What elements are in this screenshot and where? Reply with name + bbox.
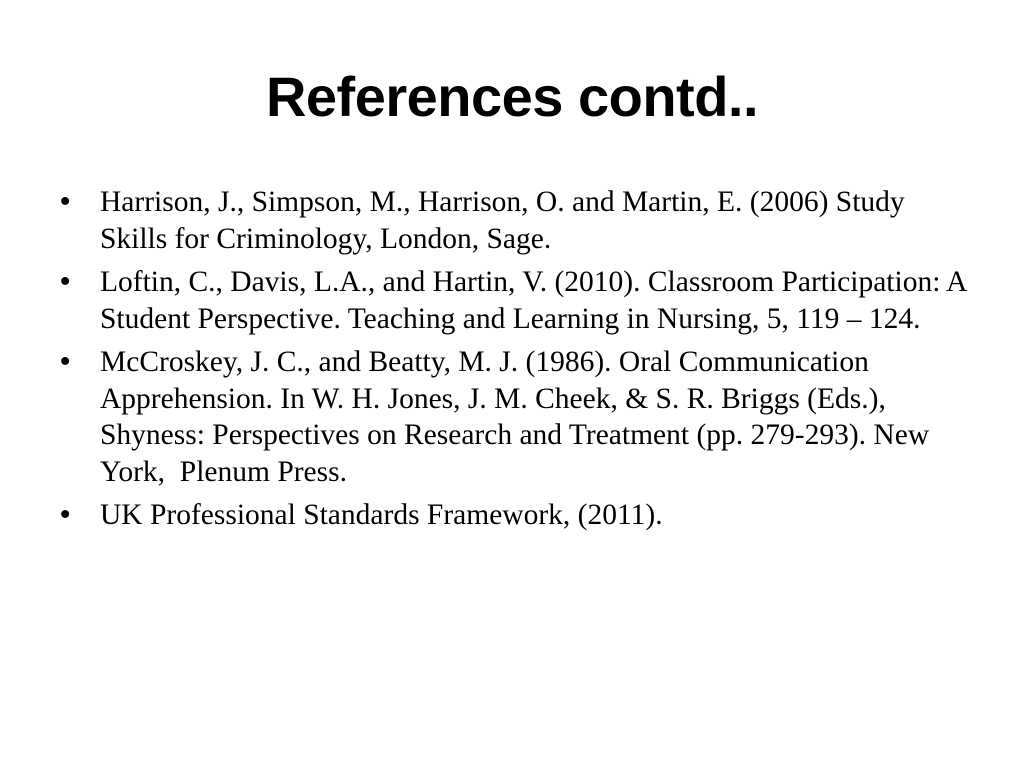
reference-item-ukpsf xyxy=(54,497,974,534)
bullet-icon: • xyxy=(60,185,71,218)
bullet-icon: • xyxy=(60,498,71,531)
reference-text: Harrison, J., Simpson, M., Harrison, O. and Martin, E. (2006) Study Skills for Criminology, London, Sage. xyxy=(100,186,913,255)
reference-list xyxy=(54,184,974,541)
slide-title: References contd.. xyxy=(265,65,759,128)
reference-text: UK Professional Standards Framework, (2011). xyxy=(100,499,663,531)
reference-item-mccroskey xyxy=(54,344,974,490)
reference-item-loftin xyxy=(54,264,974,337)
bullet-icon: • xyxy=(60,345,71,378)
reference-text: Loftin, C., Davis, L.A., and Hartin, V. (2010). Classroom Participation: A Student Perspective. Teaching and Learning in Nursing, 5, 119 – 124. xyxy=(100,266,974,335)
reference-item-harrison xyxy=(54,184,974,257)
bullet-icon: • xyxy=(60,265,71,298)
reference-text: McCroskey, J. C., and Beatty, M. J. (1986). Oral Communication Apprehension. In W. H. Jones, J. M. Cheek, & S. R. Briggs (Eds.), Shyness: Perspectives on Research and Treatment (pp. 279-293). New York, Plenum Press. xyxy=(100,346,936,488)
